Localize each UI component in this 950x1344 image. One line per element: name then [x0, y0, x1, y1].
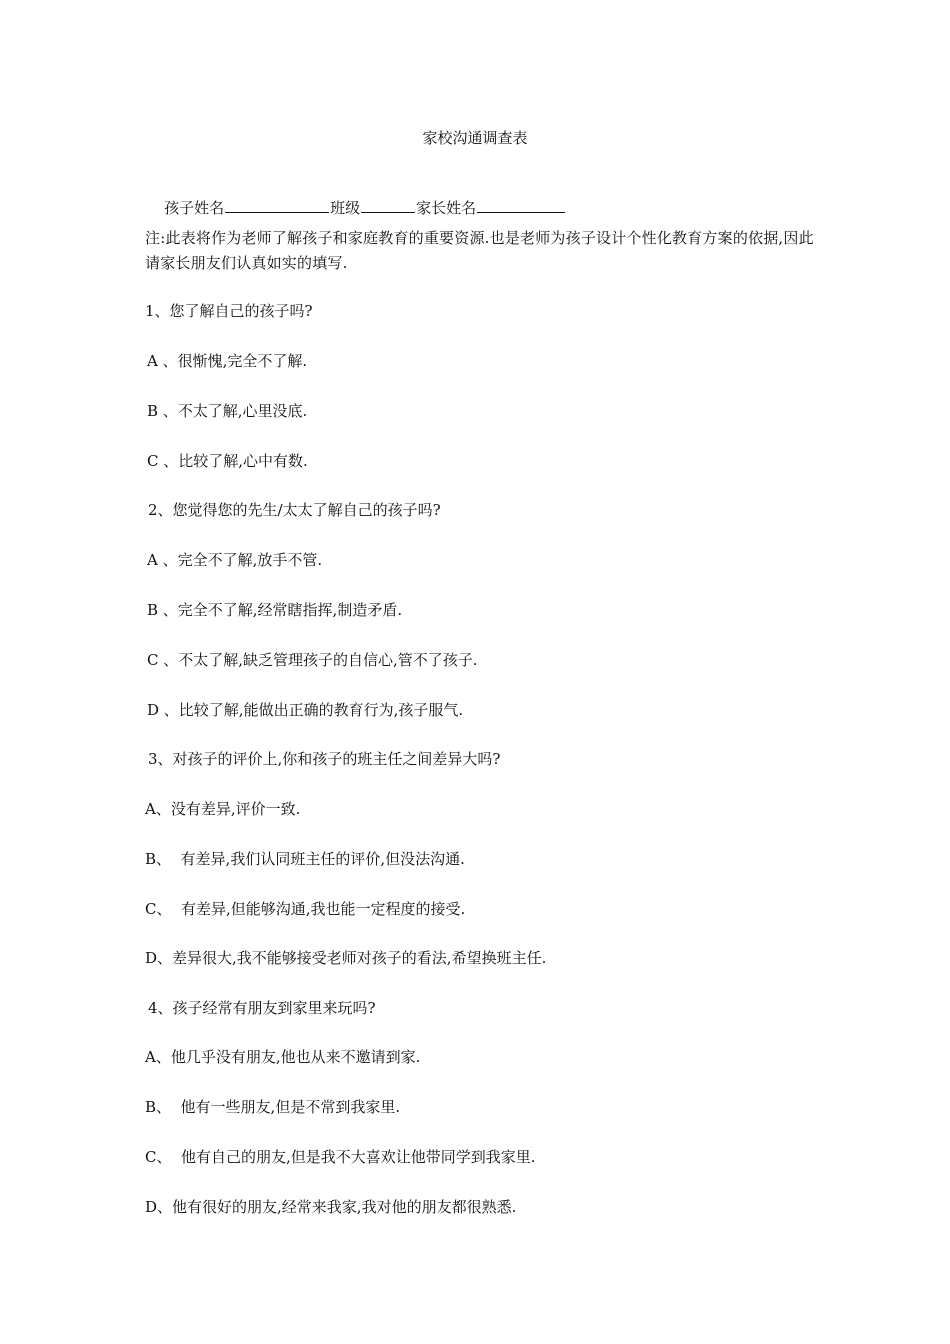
question-1-option-b: B 、不太了解,心里没底. — [147, 402, 308, 420]
question-4-option-b: B、 他有一些朋友,但是不常到我家里. — [145, 1098, 401, 1116]
parent-name-label: 家长姓名 — [416, 199, 477, 217]
child-name-blank[interactable] — [225, 197, 329, 213]
question-3-option-c: C、 有差异,但能够沟通,我也能一定程度的接受. — [145, 900, 466, 918]
class-label: 班级 — [330, 199, 361, 217]
question-3-option-b: B、 有差异,我们认同班主任的评价,但没法沟通. — [145, 850, 465, 868]
child-name-label: 孩子姓名 — [164, 199, 225, 217]
question-1-option-a: A 、很惭愧,完全不了解. — [147, 352, 308, 370]
survey-note: 注:此表将作为老师了解孩子和家庭教育的重要资源.也是老师为孩子设计个性化教育方案的依据,因此请家长朋友们认真如实的填写. — [145, 229, 814, 272]
parent-name-blank[interactable] — [477, 197, 565, 213]
class-blank[interactable] — [361, 197, 415, 213]
question-3-option-d: D、差异很大,我不能够接受老师对孩子的看法,希望换班主任. — [145, 949, 547, 967]
question-4-option-c: C、 他有自己的朋友,但是我不大喜欢让他带同学到我家里. — [145, 1148, 536, 1166]
question-2-option-d: D 、比较了解,能做出正确的教育行为,孩子服气. — [147, 701, 464, 719]
question-2-option-b: B 、完全不了解,经常瞎指挥,制造矛盾. — [147, 601, 403, 619]
question-4: 4、孩子经常有朋友到家里来玩吗? — [148, 999, 376, 1017]
question-2-option-a: A 、完全不了解,放手不管. — [147, 551, 323, 569]
question-2-option-c: C 、不太了解,缺乏管理孩子的自信心,管不了孩子. — [147, 651, 478, 669]
question-4-option-d: D、他有很好的朋友,经常来我家,我对他的朋友都很熟悉. — [145, 1198, 517, 1216]
question-1: 1、您了解自己的孩子吗? — [145, 302, 313, 320]
question-4-option-a: A、他几乎没有朋友,他也从来不邀请到家. — [145, 1048, 421, 1066]
question-3: 3、对孩子的评价上,你和孩子的班主任之间差异大吗? — [148, 750, 501, 768]
page-title: 家校沟通调查表 — [422, 129, 528, 147]
question-3-option-a: A、没有差异,评价一致. — [145, 800, 301, 818]
question-1-option-c: C 、比较了解,心中有数. — [147, 452, 308, 470]
question-2: 2、您觉得您的先生/太太了解自己的孩子吗? — [148, 501, 441, 519]
